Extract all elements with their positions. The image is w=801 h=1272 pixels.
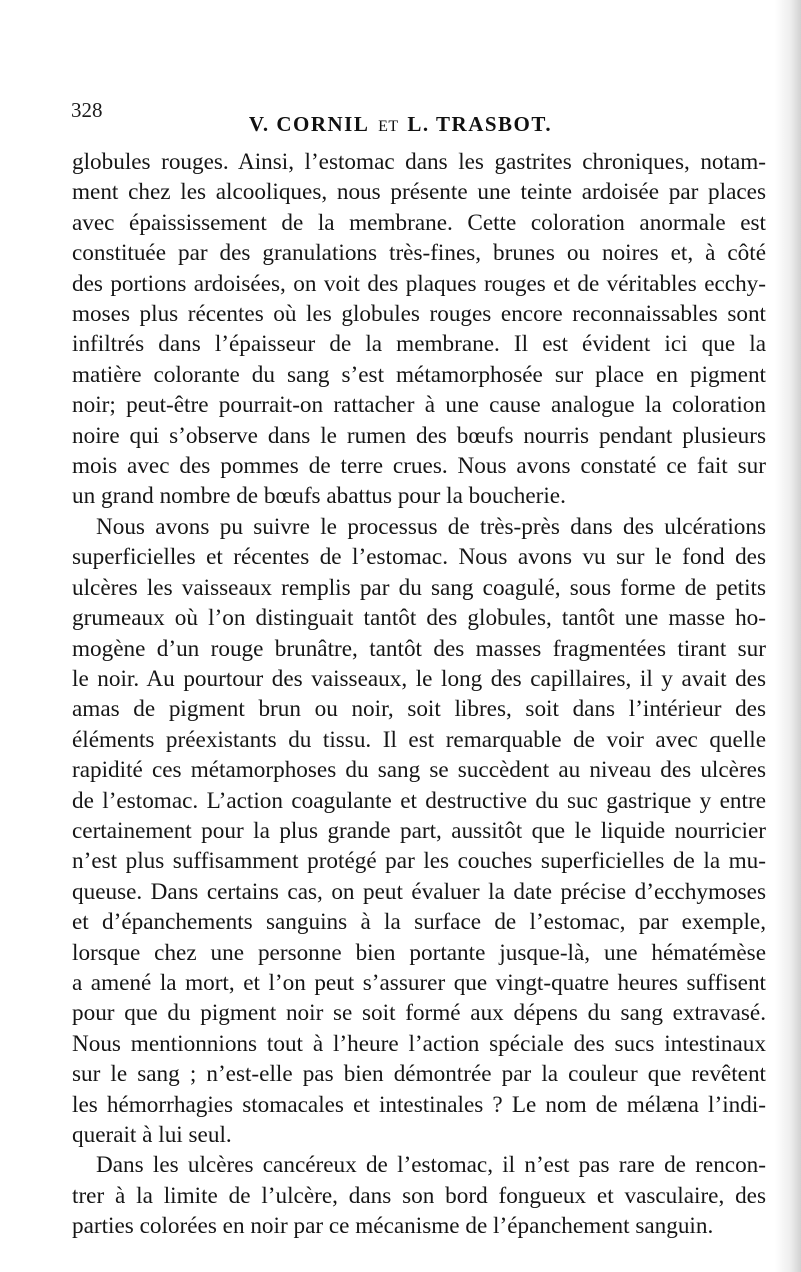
author-2: L. TRASBOT. <box>407 112 553 136</box>
paragraph <box>72 1150 766 1241</box>
text-line: Nous mentionnions tout à l’heure l’action spéciale des sucs intestinaux <box>72 1030 766 1057</box>
text-line: noir; peut-être pourrait-on rattacher à une cause analogue la coloration <box>72 392 766 419</box>
page-edge-shadow <box>775 0 801 1272</box>
page-number: 328 <box>71 98 103 122</box>
text-line: pour que du pigment noir se soit formé aux dépens du sang extravasé. <box>72 1000 766 1027</box>
text-line: superficielles et récentes de l’estomac. Nous avons vu sur le fond des <box>72 544 766 571</box>
body-text <box>72 147 766 1242</box>
text-line: moses plus récentes où les globules rouges encore reconnaissables sont <box>72 301 766 328</box>
text-line: lorsque chez une personne bien portante jusque-là, une hématémèse <box>72 939 766 966</box>
text-line: rapidité ces métamorphoses du sang se succèdent au niveau des ulcères <box>72 757 766 784</box>
paragraph <box>72 147 766 512</box>
text-line: certainement pour la plus grande part, aussitôt que le liquide nourricier <box>72 817 766 844</box>
text-line: constituée par des granulations très-fines, brunes ou noires et, à côté <box>72 240 766 267</box>
text-line: amas de pigment brun ou noir, soit libres, soit dans l’intérieur des <box>72 696 766 723</box>
text-line: et d’épanchements sanguins à la surface de l’estomac, par exemple, <box>72 909 766 936</box>
conjunction: ET <box>378 118 399 135</box>
text-line: sur le sang ; n’est-elle pas bien démontrée par la couleur que revêtent <box>72 1061 766 1088</box>
text-line: ulcères les vaisseaux remplis par du sang coagulé, sous forme de petits <box>72 574 766 601</box>
text-line: de l’estomac. L’action coagulante et destructive du suc gastrique y entre <box>72 787 766 814</box>
text-line: Dans les ulcères cancéreux de l’estomac, il n’est pas rare de rencon- <box>96 1152 766 1179</box>
text-line: trer à la limite de l’ulcère, dans son bord fongueux et vasculaire, des <box>72 1182 766 1209</box>
author-1: V. CORNIL <box>248 112 370 136</box>
text-line: grumeaux où l’on distinguait tantôt des globules, tantôt une masse ho- <box>72 605 766 632</box>
text-line: parties colorées en noir par ce mécanisme de l’épanchement sanguin. <box>72 1213 714 1240</box>
text-line: des portions ardoisées, on voit des plaques rouges et de véritables ecchy- <box>72 270 766 297</box>
text-line: noire qui s’observe dans le rumen des bœufs nourris pendant plusieurs <box>72 422 766 449</box>
text-line: avec épaississement de la membrane. Cette coloration anormale est <box>72 209 766 236</box>
text-line: n’est plus suffisamment protégé par les couches superficielles de la mu- <box>72 848 766 875</box>
paragraph <box>72 512 766 1151</box>
text-line: Nous avons pu suivre le processus de très-près dans des ulcérations <box>96 513 766 540</box>
text-line: infiltrés dans l’épaisseur de la membrane. Il est évident ici que la <box>72 331 766 358</box>
text-line: mois avec des pommes de terre crues. Nous avons constaté ce fait sur <box>72 453 766 480</box>
text-line: le noir. Au pourtour des vaisseaux, le long des capillaires, il y avait des <box>72 665 766 692</box>
text-line: globules rouges. Ainsi, l’estomac dans les gastrites chroniques, notam- <box>72 149 766 175</box>
text-line: mogène d’un rouge brunâtre, tantôt des masses fragmentées tirant sur <box>72 635 766 662</box>
text-line: ment chez les alcooliques, nous présente une teinte ardoisée par places <box>72 179 766 206</box>
text-line: matière colorante du sang s’est métamorphosée sur place en pigment <box>72 361 766 388</box>
text-line: a amené la mort, et l’on peut s’assurer que vingt-quatre heures suffisent <box>72 969 766 996</box>
text-line: les hémorrhagies stomacales et intestinales ? Le nom de mélæna l’indi- <box>72 1091 766 1118</box>
running-head <box>0 112 801 137</box>
text-line: querait à lui seul. <box>72 1122 232 1148</box>
text-line: un grand nombre de bœufs abattus pour la boucherie. <box>72 483 566 510</box>
text-line: éléments préexistants du tissu. Il est remarquable de voir avec quelle <box>72 726 766 753</box>
text-line: queuse. Dans certains cas, on peut évaluer la date précise d’ecchymoses <box>72 878 766 905</box>
